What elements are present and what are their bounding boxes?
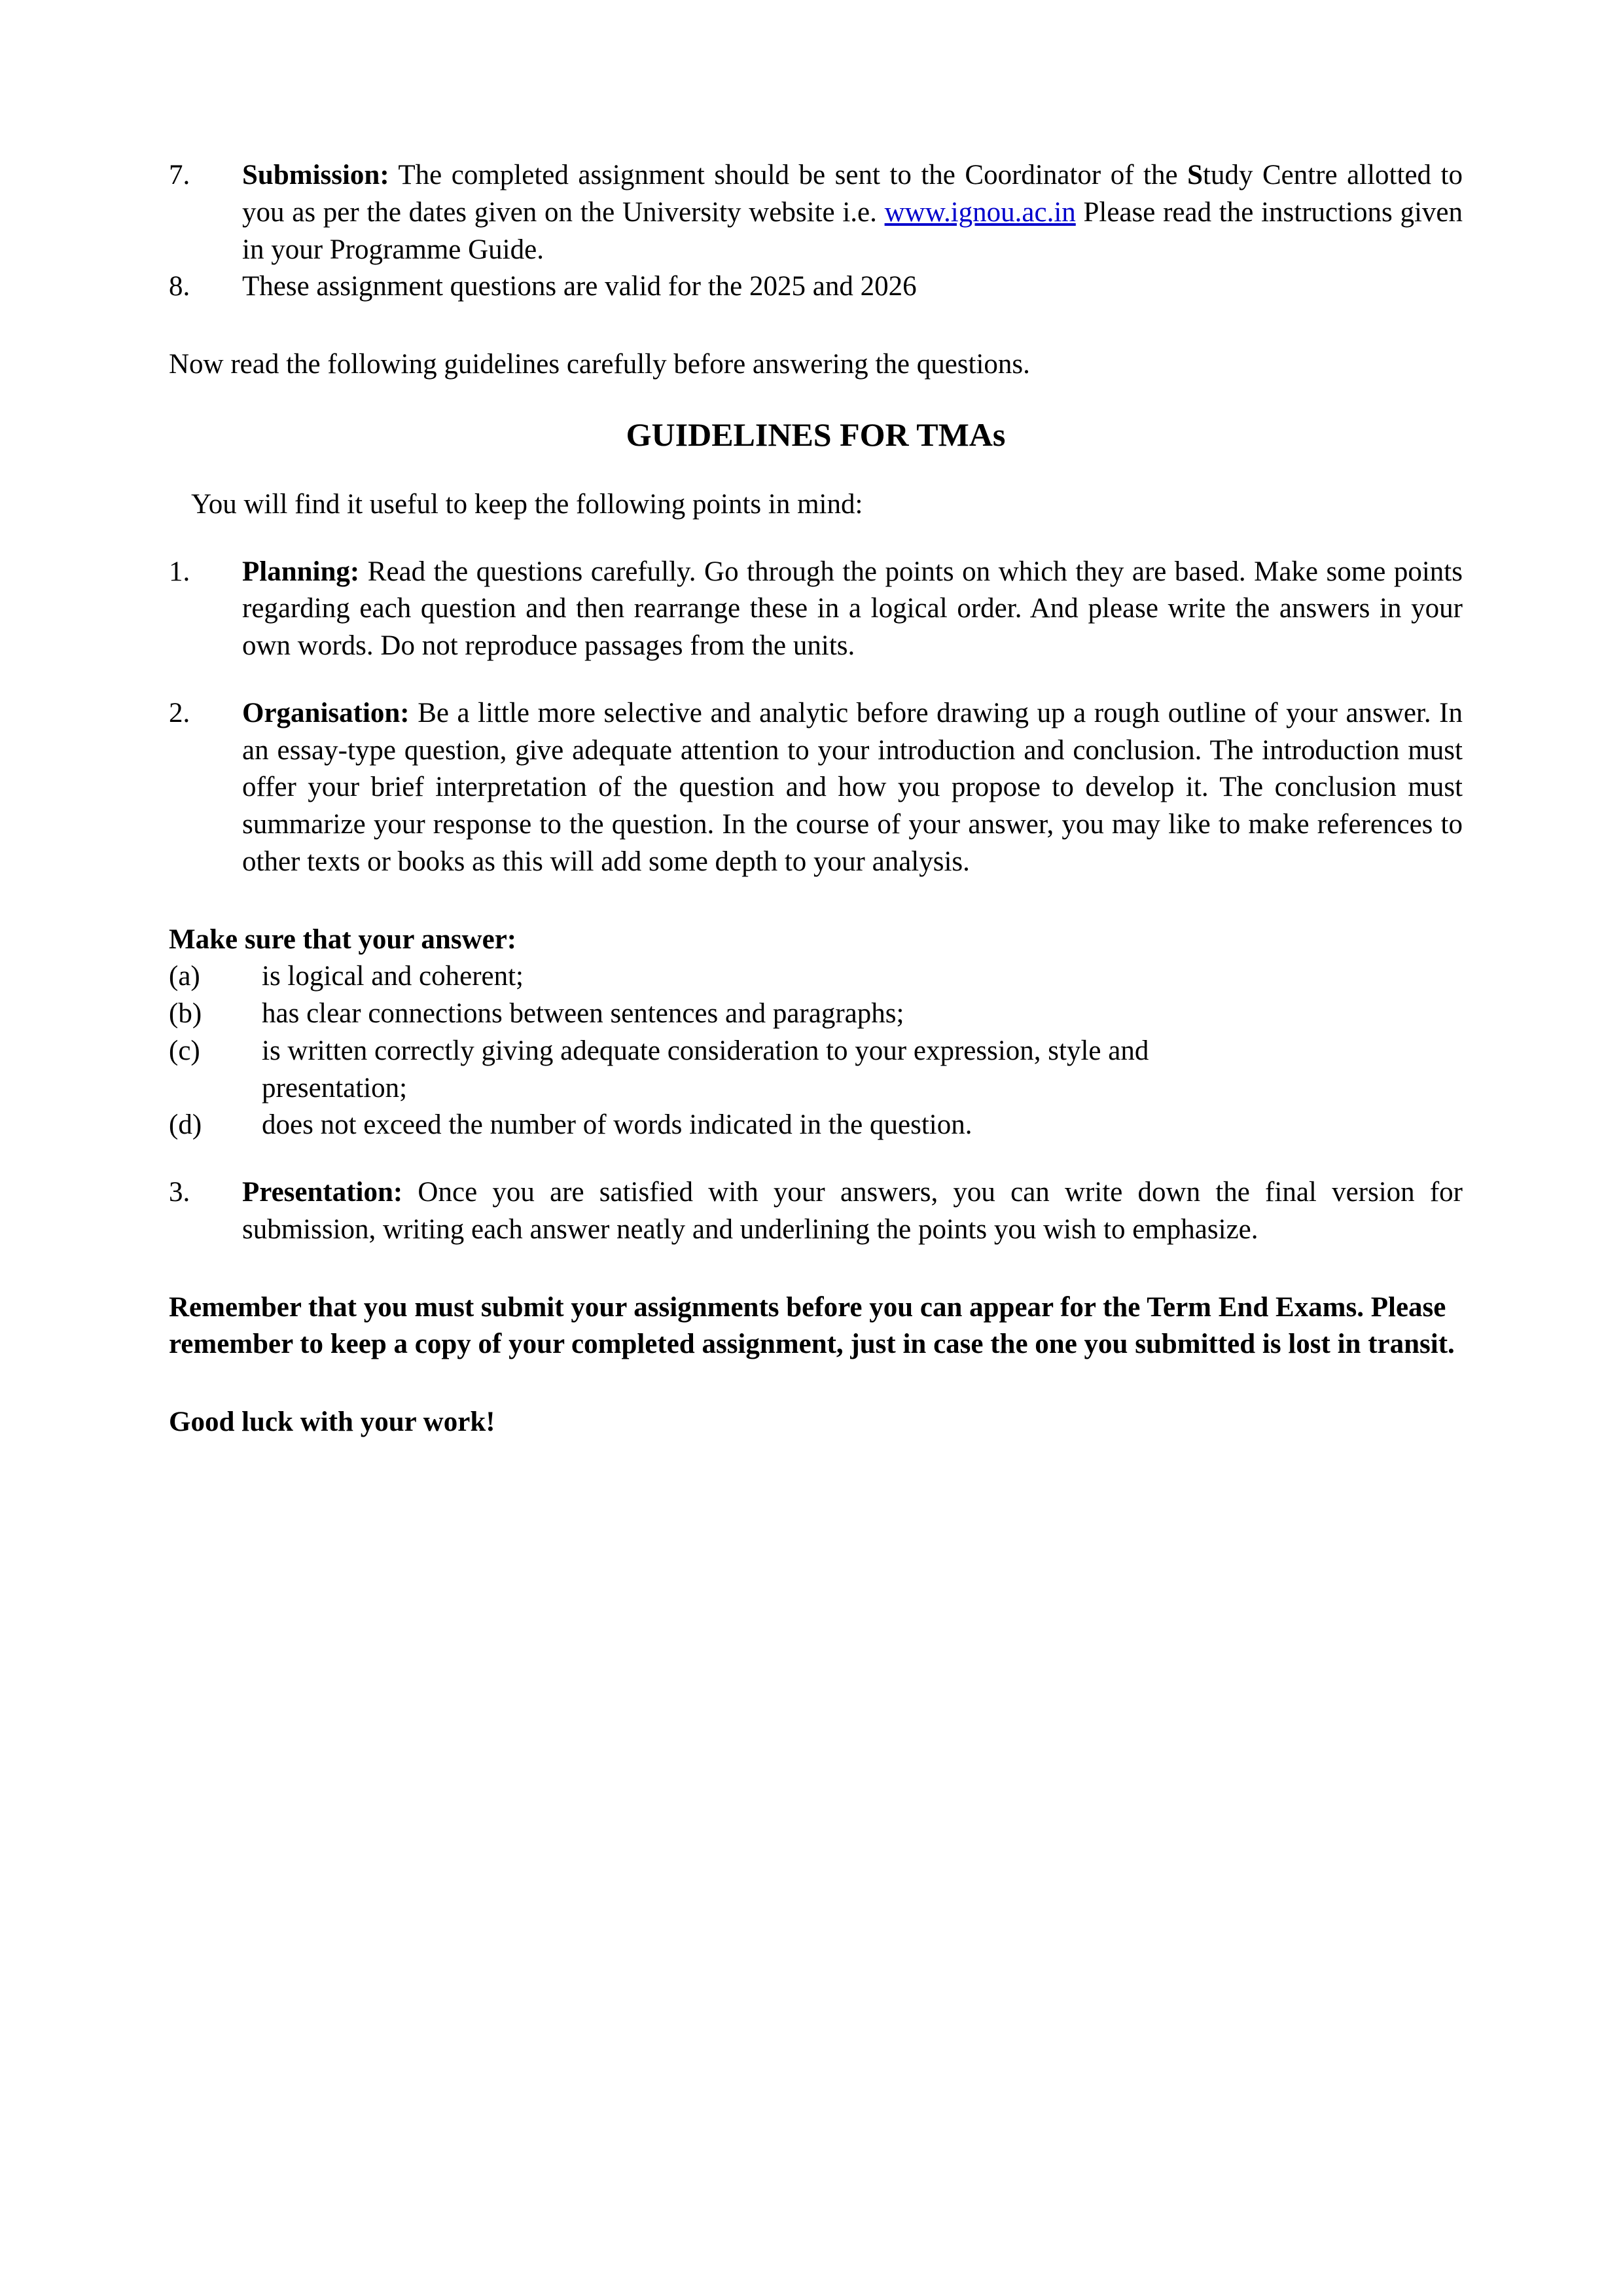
list-marker: (c) [169,1035,200,1066]
submission-text-2: tudy Centre allotted to you as per the dates given on the University website i.e. [242,160,1463,228]
organisation-text: Be a little more selective and analytic before drawing up a rough outline of your answer. In an essay-type question, give adequate attention to your introduction and conclusion. The introduction must offer your brief interpretation of the question and how you propose to develop it. The conclusion must summarize your response to the question. In the course of your answer, you may like to make references to other texts or books as this will add some depth to your analysis. [242,697,1463,877]
list-item-text: These assignment questions are valid for the 2025 and 2026 [242,271,917,302]
list-item-submission [169,157,1463,268]
page-title: GUIDELINES FOR TMAs [626,416,1006,453]
list-item-text [242,1174,1463,1249]
planning-text: Read the questions carefully. Go through the points on which they are based. Make some points regarding each question and then rearrange these in a logical order. And please write the answers in your own words. Do not reproduce passages from the units. [242,556,1463,661]
answer-checklist-title: Make sure that your answer: [169,924,517,955]
study-bold-s: S [1187,160,1203,190]
list-marker: (d) [169,1109,202,1141]
planning-label: Planning: [242,556,360,587]
submission-text-3: Please read the instructions given in your Programme Guide. [242,196,1463,265]
list-item-text [242,554,1463,665]
spacer [169,524,1463,554]
list-marker: 1. [169,556,190,587]
intro-line: Now read the following guidelines carefully before answering the questions. [169,349,1030,380]
spacer [169,1249,1463,1289]
list-marker: 2. [169,697,190,728]
list-item-text: does not exceed the number of words indicated in the question. [262,1109,972,1141]
document-content [169,157,1463,1441]
guideline-item-planning [169,554,1463,665]
checklist-item-b [169,996,1463,1033]
spacer [169,306,1463,346]
submission-text-1: The completed assignment should be sent to the Coordinator of the [389,160,1188,190]
spacer [169,665,1463,695]
list-marker: 7. [169,160,190,190]
checklist-item-c [169,1033,1463,1107]
spacer [169,881,1463,922]
spacer [169,1363,1463,1404]
list-item-text: has clear connections between sentences and paragraphs; [262,998,904,1029]
lead-in-text: You will find it useful to keep the following points in mind: [191,488,863,520]
list-item-text [242,157,1463,268]
list-marker: 8. [169,271,190,302]
checklist-item-a [169,958,1463,996]
reminder-paragraph: Remember that you must submit your assignments before you can appear for the Term End Exams. Please remember to keep a copy of your completed assignment, just in case the one you submitted is lost in transit. [169,1291,1455,1360]
checklist-item-d [169,1107,1463,1144]
list-marker: 3. [169,1177,190,1208]
presentation-text: Once you are satisfied with your answers, you can write down the final version for submission, writing each answer neatly and underlining the points you wish to emphasize. [242,1177,1463,1245]
guideline-item-organisation [169,695,1463,881]
list-marker: (a) [169,961,200,992]
presentation-label: Presentation: [242,1177,403,1208]
spacer [169,456,1463,486]
guideline-item-presentation [169,1174,1463,1249]
list-marker: (b) [169,998,202,1029]
ignou-website-link[interactable]: www.ignou.ac.in [884,196,1076,228]
list-item-text: is logical and coherent; [262,961,524,992]
list-item-text [242,695,1463,881]
closing-line: Good luck with your work! [169,1407,495,1437]
spacer [169,384,1463,414]
list-item-validity [169,268,1463,306]
spacer [169,1144,1463,1174]
organisation-label: Organisation: [242,697,410,728]
submission-label: Submission: [242,160,389,190]
list-item-text: is written correctly giving adequate consideration to your expression, style and presentation; [262,1035,1149,1103]
